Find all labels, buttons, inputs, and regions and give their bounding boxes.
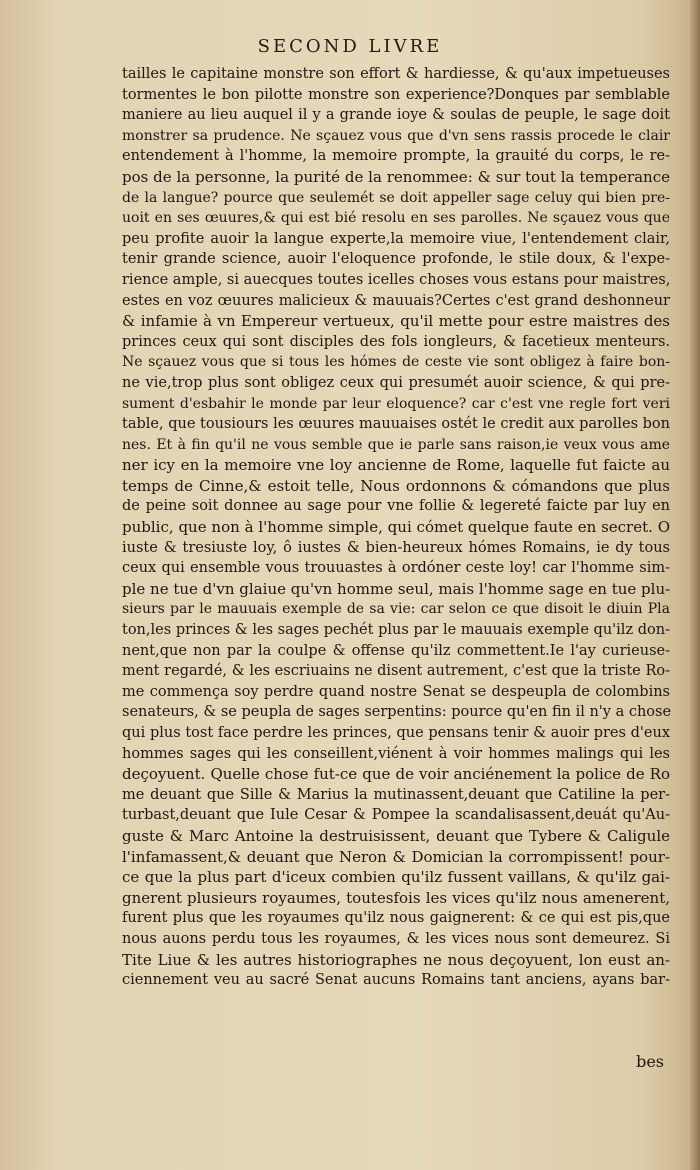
text-line: tenir grande science, auoir l'eloquence profonde, le stile doux, & l'expe- [122, 251, 670, 268]
text-line: sument d'esbahir le monde par leur eloquence? car c'est vne regle fort veri [122, 395, 670, 412]
running-head: SECOND LIVRE [257, 36, 443, 57]
text-line: ne vie,trop plus sont obligez ceux qui presumét auoir science, & qui pre- [122, 374, 670, 391]
text-line: qui plus tost face perdre les princes, que pensans tenir & auoir pres d'eux [122, 725, 670, 741]
text-line: maniere au lieu auquel il y a grande ioye & soulas de peuple, le sage doit [122, 107, 670, 124]
text-line: & infamie à vn Empereur vertueux, qu'il mette pour estre maistres des [122, 312, 670, 331]
text-line: ceux qui ensemble vous trouuastes à ordóner ceste loy! car l'homme sim- [122, 560, 670, 577]
text-line: ce que la plus part d'iceux combien qu'ilz fussent vaillans, & qu'ilz gai- [122, 868, 670, 887]
text-line: nous auons perdu tous les royaumes, & les vices nous sont demeurez. Si [122, 930, 670, 947]
page-edge [690, 0, 700, 1170]
text-line: tormentes le bon pilotte monstre son experience?Donques par semblable [122, 86, 670, 103]
text-line: deçoyuent. Quelle chose fut-ce que de voir anciénement la police de Ro [122, 765, 670, 784]
text-line: me deuant que Sille & Marius la mutinassent,deuant que Catiline la per- [122, 786, 670, 803]
text-line: rience ample, si auecques toutes icelles choses vous estans pour maistres, [122, 271, 671, 288]
text-line: peu profite auoir la langue experte,la memoire viue, l'entendement clair, [122, 230, 670, 247]
text-line: furent plus que les royaumes qu'ilz nous gaignerent: & ce qui est pis,que [122, 910, 670, 927]
text-line: estes en voz œuures malicieux & mauuais?Certes c'est grand deshonneur [122, 292, 670, 309]
body-text [122, 64, 670, 991]
text-line: princes ceux qui sont disciples des fols iongleurs, & facetieux menteurs. [122, 333, 670, 350]
text-line: ciennement veu au sacré Senat aucuns Romains tant anciens, ayans bar- [122, 972, 670, 989]
text-line: ple ne tue d'vn glaiue qu'vn homme seul, mais l'homme sage en tue plu- [122, 579, 671, 598]
text-line: nent,que non par la coulpe & offense qu'ilz commettent.Ie l'ay curieuse- [122, 642, 670, 659]
text-line: l'infamassent,& deuant que Neron & Domician la corrompissent! pour- [122, 847, 670, 866]
text-line: iuste & tresiuste loy, ô iustes & bien-heureux hómes Romains, ie dy tous [122, 539, 670, 556]
text-line: entendement à l'homme, la memoire prompte, la grauité du corps, le re- [122, 148, 670, 165]
text-line: pos de la personne, la purité de la renommee: & sur tout la temperance [122, 167, 670, 186]
text-line: monstrer sa prudence. Ne sçauez vous que d'vn sens rassis procede le clair [122, 127, 670, 144]
text-line: hommes sages qui les conseillent,viénent à voir hommes malings qui les [122, 745, 670, 762]
text-line: nes. Et à fin qu'il ne vous semble que ie parle sans raison,ie veux vous ame [122, 436, 670, 453]
text-line: me commença soy perdre quand nostre Senat se despeupla de colombins [122, 683, 670, 700]
text-line: ment regardé, & les escriuains ne disent autrement, c'est que la triste Ro- [122, 663, 670, 680]
text-line: guste & Marc Antoine la destruisissent, deuant que Tybere & Caligule [122, 826, 670, 845]
text-line: public, que non à l'homme simple, qui cómet quelque faute en secret. O [122, 518, 670, 537]
text-line: sieurs par le mauuais exemple de sa vie: car selon ce que disoit le diuin Pla [122, 601, 670, 618]
text-line: Ne sçauez vous que si tous les hómes de ceste vie sont obligez à faire bon- [122, 354, 670, 371]
text-line: gnerent plusieurs royaumes, toutesfois les vices qu'ilz nous amenerent, [122, 888, 670, 907]
text-line: de peine soit donnee au sage pour vne follie & legereté faicte par luy en [122, 498, 670, 515]
text-line: tailles le capitaine monstre son effort & hardiesse, & qu'aux impetueuses [122, 66, 670, 82]
text-line: uoit en ses œuures,& qui est bié resolu en ses parolles. Ne sçauez vous que [122, 210, 670, 227]
catchword: bes [636, 1052, 664, 1071]
text-line: Tite Liue & les autres historiographes ne nous deçoyuent, lon eust an- [122, 950, 670, 969]
text-line: temps de Cinne,& estoit telle, Nous ordonnons & cómandons que plus [122, 476, 670, 495]
text-line: senateurs, & se peupla de sages serpentins: pource qu'en fin il n'y a chose [122, 704, 672, 721]
text-line: de la langue? pource que seulemét se doit appeller sage celuy qui bien pre- [122, 189, 670, 206]
text-line: ner icy en la memoire vne loy ancienne de Rome, laquelle fut faicte au [122, 456, 670, 475]
text-line: ton,les princes & les sages pechét plus par le mauuais exemple qu'ilz don- [122, 622, 670, 639]
text-line: table, que tousiours les œuures mauuaises ostét le credit aux parolles bon [122, 416, 670, 433]
text-line: turbast,deuant que Iule Cesar & Pompee la scandalisassent,deuát qu'Au- [122, 807, 670, 824]
